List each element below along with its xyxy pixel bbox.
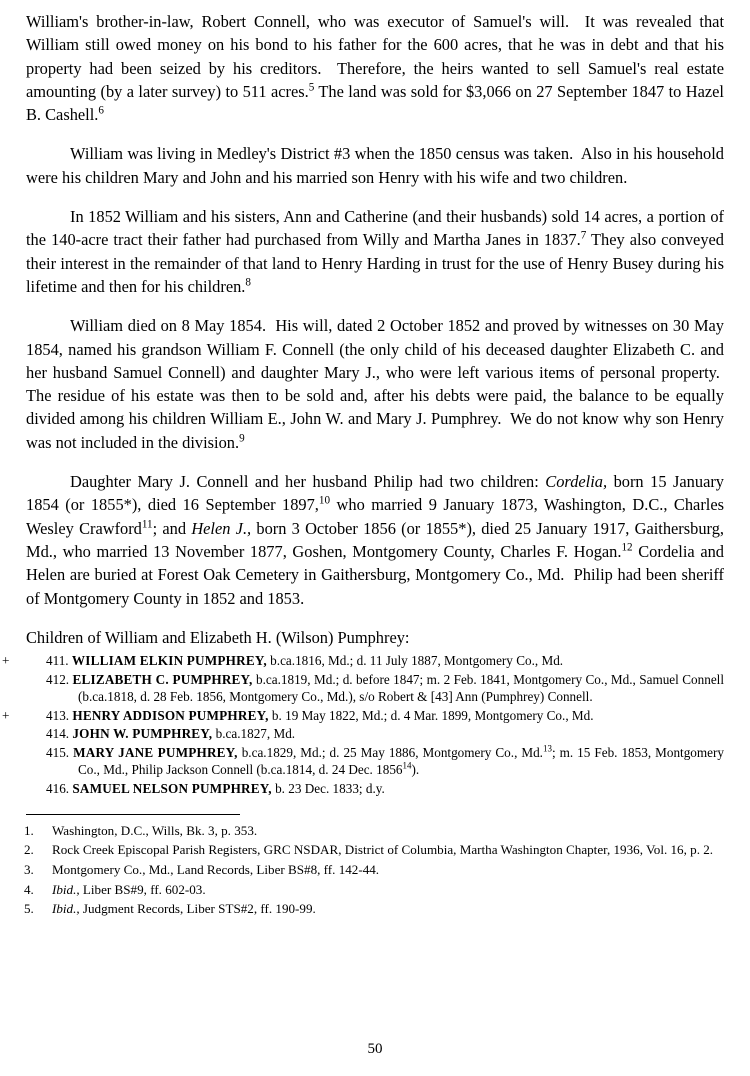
child-entry (26, 744, 724, 779)
child-detail: b.ca.1829, Md.; d. 25 May 1886, Montgomery Co., Md.$^{13}$; m. 15 Feb. 1853, Montgomery Co., Md., Philip Jackson Connell (b.ca.1814, d. 24 Dec. 1856$^{14}$). (78, 743, 725, 778)
child-entry (26, 671, 724, 706)
child-detail: b.ca.1819, Md.; d. before 1847; m. 2 Feb. 1841, Montgomery Co., Md., Samuel Connell (b.ca.1818, d. 28 Feb. 1856, Montgomery Co., Md.), s/o Robert & [43] Ann (Pumphrey) Connell. (78, 671, 725, 705)
child-plus-marker (34, 744, 46, 762)
paragraph-1: William's brother-in-law, Robert Connell, who was executor of Samuel's will. It was revealed that William still owed money on his bond to his father for the 600 acres, that he was in debt and that his property had been seized by his creditors. Therefore, the heirs wanted to sell Samuel's real estate amounting (by a later survey) to 511 acres.$^5$ The land was sold for $3,066 on 27 September 1847 to Hazel B. Cashell.$^6$ (26, 12, 724, 125)
child-entry (26, 780, 724, 798)
footnote-list (26, 822, 724, 918)
child-plus-marker (34, 780, 46, 798)
children-section-heading: Children of William and Elizabeth H. (Wilson) Pumphrey: (26, 627, 410, 647)
child-name: JOHN W. PUMPHREY, (72, 726, 213, 742)
footnote-number: 3. (24, 861, 34, 877)
child-name: WILLIAM ELKIN PUMPHREY, (71, 653, 267, 669)
child-detail: b.ca.1816, Md.; d. 11 July 1887, Montgomery Co., Md. (270, 653, 564, 669)
paragraph-4: William died on 8 May 1854. His will, dated 2 October 1852 and proved by witnesses on 30 May 1854, named his grandson William F. Connell (the only child of his deceased daughter Elizabeth C. and her husband Samuel Connell) and daughter Mary J., who were left various items of personal property. The residue of his estate was then to be sold and, after his debts were paid, the balance to be equally divided among his children William E., John W. and Mary J. Pumphrey. We do not know why son Henry was not included in the division.$^9$ (26, 316, 724, 452)
footnote-text: Ibid., Judgment Records, Liber STS#2, ff. 190-99. (52, 901, 316, 917)
child-detail: b. 19 May 1822, Md.; d. 4 Mar. 1899, Montgomery Co., Md. (271, 707, 594, 723)
child-number: 415. (46, 744, 70, 760)
footnote-item (26, 900, 724, 918)
child-name: ELIZABETH C. PUMPHREY, (72, 671, 253, 687)
footnote-number: 2. (24, 842, 34, 858)
child-entry (2, 652, 724, 670)
child-name: SAMUEL NELSON PUMPHREY, (72, 780, 272, 796)
child-name: HENRY ADDISON PUMPHREY, (72, 707, 269, 723)
paragraph-3: In 1852 William and his sisters, Ann and Catherine (and their husbands) sold 14 acres, a portion of the 140-acre tract their father had purchased from Willy and Martha Janes in 1837.$^7$ They also conveyed their interest in the remainder of that land to Henry Harding in trust for the use of Henry Busey during his lifetime and then for his children.$^8$ (26, 207, 724, 296)
footnote-text: Montgomery Co., Md., Land Records, Liber BS#8, ff. 142-44. (52, 861, 380, 877)
child-plus-marker (34, 671, 46, 689)
child-entry (26, 725, 724, 743)
child-plus-marker (34, 725, 46, 743)
child-detail: b. 23 Dec. 1833; d.y. (275, 780, 385, 796)
body-text-block (26, 10, 724, 610)
child-number: 411. (46, 653, 69, 669)
footnote-number: 4. (24, 881, 34, 897)
footnote-text: Washington, D.C., Wills, Bk. 3, p. 353. (52, 822, 258, 838)
footnote-item (26, 841, 724, 859)
footnote-item (26, 822, 724, 840)
child-entry (2, 707, 724, 725)
child-number: 413. (46, 707, 70, 723)
footnote-text: Ibid., Liber BS#9, ff. 602-03. (52, 881, 206, 897)
footnote-number: 5. (24, 901, 34, 917)
footnote-number: 1. (24, 822, 34, 838)
footnote-item (26, 861, 724, 879)
footnote-item (26, 881, 724, 899)
child-number: 414. (46, 726, 70, 742)
footnote-separator (26, 814, 240, 815)
child-detail: b.ca.1827, Md. (215, 726, 296, 742)
child-plus-marker: + (2, 653, 10, 669)
paragraph-5: Daughter Mary J. Connell and her husband Philip had two children: Cordelia, born 15 January 1854 (or 1855*), died 16 September 1897,10 who married 9 January 1873, Washington, D.C., Charles Wesley Crawford$^{11}$; and Helen J., born 3 October 1856 (or 1855*), died 25 January 1917, Gaithersburg, Md., who married 13 November 1877, Goshen, Montgomery County, Charles F. Hogan.$^{12}$ Cordelia and Helen are buried at Forest Oak Cemetery in Gaithersburg, Montgomery Co., Md. Philip had been sheriff of Montgomery County in 1852 and 1853. (26, 472, 724, 608)
child-number: 412. (46, 671, 70, 687)
page-number: 50 (367, 1041, 383, 1057)
footnote-text: Rock Creek Episcopal Parish Registers, GRC NSDAR, District of Columbia, Martha Washington Chapter, 1936, Vol. 16, p. 2. (52, 842, 714, 858)
child-number: 416. (46, 780, 70, 796)
child-name: MARY JANE PUMPHREY, (73, 744, 238, 760)
paragraph-2: William was living in Medley's District #3 when the 1850 census was taken. Also in his household were his children Mary and John and his married son Henry with his wife and two children. (26, 144, 724, 187)
children-list (2, 652, 725, 797)
child-plus-marker: + (2, 707, 10, 723)
